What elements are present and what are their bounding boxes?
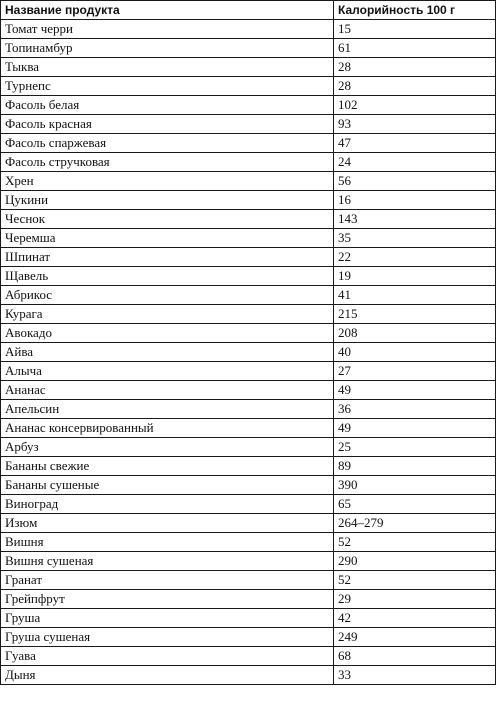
calories-cell: 93: [334, 115, 496, 134]
product-name-cell: Груша сушеная: [1, 628, 334, 647]
product-name-cell: Айва: [1, 343, 334, 362]
product-name-cell: Бананы свежие: [1, 457, 334, 476]
table-row: [1, 476, 496, 495]
product-name-cell: Цукини: [1, 191, 334, 210]
table-row: [1, 96, 496, 115]
calories-cell: 52: [334, 533, 496, 552]
table-row: [1, 20, 496, 39]
calories-cell: 15: [334, 20, 496, 39]
product-name-cell: Дыня: [1, 666, 334, 685]
calories-cell: 29: [334, 590, 496, 609]
table-row: [1, 58, 496, 77]
product-name-cell: Алыча: [1, 362, 334, 381]
product-name-cell: Грейпфрут: [1, 590, 334, 609]
table-body: [1, 20, 496, 685]
product-name-cell: Черемша: [1, 229, 334, 248]
product-name-cell: Чеснок: [1, 210, 334, 229]
calories-cell: 68: [334, 647, 496, 666]
table-row: [1, 305, 496, 324]
table-row: [1, 210, 496, 229]
calories-cell: 41: [334, 286, 496, 305]
table-row: [1, 267, 496, 286]
product-name-cell: Щавель: [1, 267, 334, 286]
product-name-cell: Ананас консервированный: [1, 419, 334, 438]
header-product-name: Название продукта: [1, 1, 334, 20]
calories-cell: 102: [334, 96, 496, 115]
product-name-cell: Фасоль стручковая: [1, 153, 334, 172]
table-row: [1, 115, 496, 134]
calories-cell: 56: [334, 172, 496, 191]
product-name-cell: Шпинат: [1, 248, 334, 267]
calories-cell: 52: [334, 571, 496, 590]
header-calories: Калорийность 100 г: [334, 1, 496, 20]
table-row: [1, 590, 496, 609]
calories-cell: 28: [334, 58, 496, 77]
table-row: [1, 533, 496, 552]
table-row: [1, 609, 496, 628]
product-name-cell: Фасоль красная: [1, 115, 334, 134]
calories-cell: 35: [334, 229, 496, 248]
table-row: [1, 39, 496, 58]
product-name-cell: Абрикос: [1, 286, 334, 305]
table-row: [1, 343, 496, 362]
calories-cell: 290: [334, 552, 496, 571]
table-row: [1, 514, 496, 533]
calories-cell: 27: [334, 362, 496, 381]
product-name-cell: Гранат: [1, 571, 334, 590]
table-row: [1, 153, 496, 172]
table-header-row: [1, 1, 496, 20]
calories-cell: 24: [334, 153, 496, 172]
table-row: [1, 400, 496, 419]
table-row: [1, 191, 496, 210]
product-name-cell: Гуава: [1, 647, 334, 666]
calories-cell: 19: [334, 267, 496, 286]
table-row: [1, 381, 496, 400]
table-row: [1, 172, 496, 191]
calories-cell: 61: [334, 39, 496, 58]
product-name-cell: Томат черри: [1, 20, 334, 39]
product-name-cell: Бананы сушеные: [1, 476, 334, 495]
calories-cell: 49: [334, 419, 496, 438]
calories-cell: 22: [334, 248, 496, 267]
product-name-cell: Курага: [1, 305, 334, 324]
calories-cell: 25: [334, 438, 496, 457]
product-name-cell: Топинамбур: [1, 39, 334, 58]
table-row: [1, 571, 496, 590]
table-row: [1, 438, 496, 457]
calories-cell: 89: [334, 457, 496, 476]
calories-cell: 49: [334, 381, 496, 400]
table-row: [1, 666, 496, 685]
table-row: [1, 248, 496, 267]
table-row: [1, 457, 496, 476]
calories-cell: 16: [334, 191, 496, 210]
calories-cell: 40: [334, 343, 496, 362]
calories-cell: 65: [334, 495, 496, 514]
table-row: [1, 419, 496, 438]
calories-cell: 208: [334, 324, 496, 343]
product-name-cell: Вишня: [1, 533, 334, 552]
product-name-cell: Изюм: [1, 514, 334, 533]
table-row: [1, 324, 496, 343]
table-row: [1, 229, 496, 248]
table-row: [1, 647, 496, 666]
calories-cell: 42: [334, 609, 496, 628]
calories-cell: 390: [334, 476, 496, 495]
calories-cell: 28: [334, 77, 496, 96]
calories-cell: 33: [334, 666, 496, 685]
table-row: [1, 286, 496, 305]
product-name-cell: Ананас: [1, 381, 334, 400]
product-name-cell: Виноград: [1, 495, 334, 514]
table-row: [1, 628, 496, 647]
calories-cell: 143: [334, 210, 496, 229]
product-name-cell: Груша: [1, 609, 334, 628]
calories-cell: 249: [334, 628, 496, 647]
product-name-cell: Турнепс: [1, 77, 334, 96]
table-row: [1, 362, 496, 381]
calories-cell: 264–279: [334, 514, 496, 533]
table-row: [1, 77, 496, 96]
table-row: [1, 495, 496, 514]
product-name-cell: Вишня сушеная: [1, 552, 334, 571]
product-name-cell: Авокадо: [1, 324, 334, 343]
product-name-cell: Арбуз: [1, 438, 334, 457]
calories-cell: 215: [334, 305, 496, 324]
product-name-cell: Хрен: [1, 172, 334, 191]
calories-cell: 36: [334, 400, 496, 419]
product-name-cell: Апельсин: [1, 400, 334, 419]
table-row: [1, 552, 496, 571]
product-name-cell: Фасоль спаржевая: [1, 134, 334, 153]
product-name-cell: Тыква: [1, 58, 334, 77]
product-name-cell: Фасоль белая: [1, 96, 334, 115]
table-row: [1, 134, 496, 153]
calories-cell: 47: [334, 134, 496, 153]
